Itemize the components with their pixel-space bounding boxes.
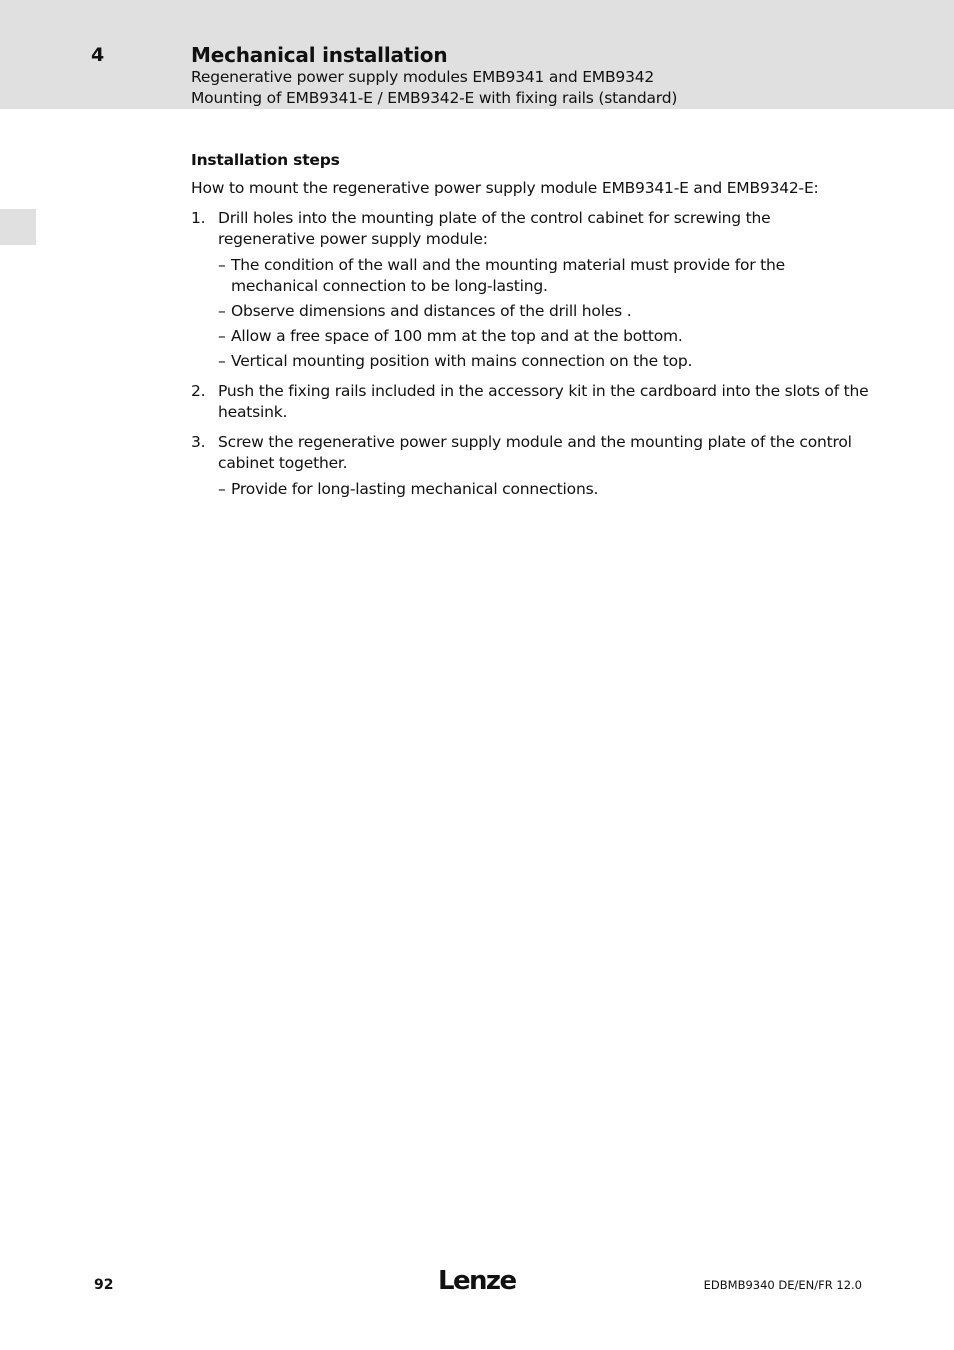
subtitle-line-2: Mounting of EMB9341-E / EMB9342-E with fixing rails (standard) bbox=[191, 89, 678, 107]
sub-item-text: Observe dimensions and distances of the drill holes . bbox=[231, 302, 632, 320]
sub-item-text: The condition of the wall and the mounting material must provide for the mechanical connection to be long-lasting. bbox=[231, 256, 785, 295]
sub-item-text: Allow a free space of 100 mm at the top and at the bottom. bbox=[231, 327, 683, 345]
step-text: Screw the regenerative power supply module and the mounting plate of the control cabinet together. bbox=[218, 433, 852, 472]
step-number: 3. bbox=[191, 433, 206, 451]
dash-marker: – bbox=[218, 352, 226, 370]
document-id: EDBMB9340 DE/EN/FR 12.0 bbox=[703, 1278, 862, 1292]
subtitle-line-1: Regenerative power supply modules EMB9341 and EMB9342 bbox=[191, 68, 655, 86]
dash-marker: – bbox=[218, 327, 226, 345]
sub-item bbox=[218, 326, 871, 347]
step-2 bbox=[191, 381, 871, 423]
dash-marker: – bbox=[218, 302, 226, 320]
step-1 bbox=[191, 208, 871, 372]
main-content bbox=[191, 150, 871, 509]
step-1-sub-list bbox=[218, 255, 871, 372]
step-3-sub-list bbox=[218, 479, 871, 500]
sub-item-text: Provide for long-lasting mechanical connections. bbox=[231, 480, 599, 498]
dash-marker: – bbox=[218, 480, 226, 498]
sub-item bbox=[218, 301, 871, 322]
intro-text: How to mount the regenerative power supply module EMB9341-E and EMB9342-E: bbox=[191, 179, 819, 197]
step-number: 1. bbox=[191, 209, 206, 227]
lenze-logo: Lenze bbox=[438, 1266, 516, 1296]
chapter-number: 4 bbox=[91, 44, 105, 66]
section-heading: Installation steps bbox=[191, 151, 340, 169]
sub-item bbox=[218, 479, 871, 500]
sub-item bbox=[218, 351, 871, 372]
page-number: 92 bbox=[94, 1277, 114, 1293]
step-number: 2. bbox=[191, 382, 206, 400]
chapter-side-tab bbox=[0, 209, 36, 245]
dash-marker: – bbox=[218, 256, 226, 274]
sub-item bbox=[218, 255, 871, 297]
step-text: Drill holes into the mounting plate of the control cabinet for screwing the regenerative power supply module: bbox=[218, 209, 771, 248]
step-text: Push the fixing rails included in the accessory kit in the cardboard into the slots of the heatsink. bbox=[218, 382, 869, 421]
chapter-title: Mechanical installation bbox=[191, 43, 448, 67]
step-3 bbox=[191, 432, 871, 500]
sub-item-text: Vertical mounting position with mains connection on the top. bbox=[231, 352, 693, 370]
